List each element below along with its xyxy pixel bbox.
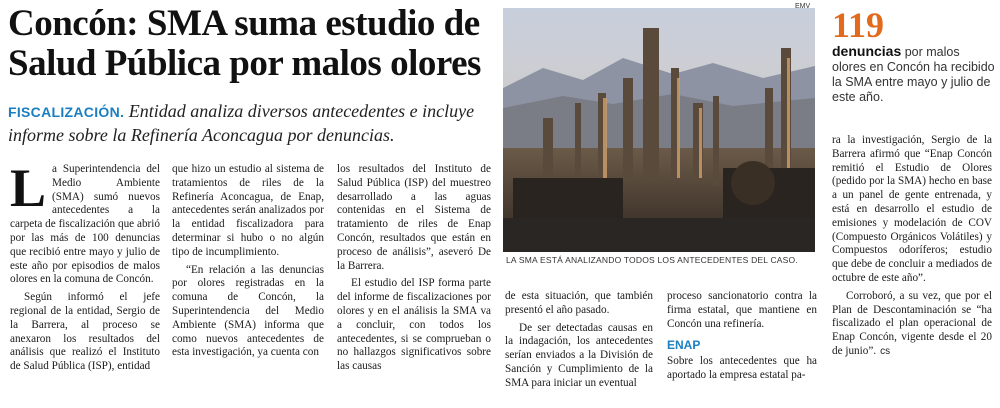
col4-paragraph-2: De ser detectadas causas en la indagación, los antecedentes serían enviados a la División de Sanción y Cumplimiento de la SMA para iniciar un eventual [505,321,653,389]
photo-credit: EMV [795,3,811,10]
col6-paragraph-2-text: Corroboró, a su vez, que por el Plan de Descontaminación se “ha fiscalizado el plan operacional de Enap Concón, vigente desde el 20 de junio”. [832,289,992,357]
stat-description [832,44,997,105]
refinery-illustration [503,8,815,252]
col2-paragraph-1: que hizo un estudio al sistema de tratamientos de riles de la Refinería Aconcagua, de Enap, antecedentes serán analizados por la entidad fiscalizadora para determinar si hubo o no algún tipo de incumplimiento. [172,163,324,258]
photo-caption: LA SMA ESTÁ ANALIZANDO TODOS LOS ANTECEDENTES DEL CASO. [506,255,798,265]
col2-paragraph-2: “En relación a las denuncias por olores registradas en la comuna de Concón, la Superintendencia del Medio Ambiente (SMA) informa que como nuevos antecedentes de esta investigación, ya cuenta con [172,263,324,359]
dek-block [8,100,498,147]
kicker: FISCALIZACIÓN. [8,104,125,120]
col6-paragraph-1: ra la investigación, Sergio de la Barrera afirmó que “Enap Concón remitió el Estudio de Olores (pedido por la SMA) hecho en base a un panel de gente entrenada, y está en desarrollo el estudio de emisiones y modelación de COV (Compuesto Orgánicos Volátiles) y Compuestos odoríferos; estudio que debe de concluir a mediados de octubre de este año”. [832,134,992,284]
col5-paragraph-2: Sobre los antecedentes que ha aportado la empresa estatal pa- [667,355,817,381]
stat-text: por malos olores en Concón ha recibido la SMA entre mayo y julio de este año. [832,45,995,104]
article-column-4 [505,290,653,391]
col3-paragraph-1: los resultados del Instituto de Salud Pública (ISP) del muestreo desarrollado a las aguas contenidas en el Sistema de tratamiento de riles de Enap Concón, resultados que están en proceso de análisis”, aseveró De la Barrera. [337,163,491,272]
article-column-2 [172,163,324,360]
stat-number: 119 [832,5,885,45]
article-column-1 [10,158,160,374]
stat-box [832,6,997,105]
col6-paragraph-2 [832,290,992,359]
headline: Concón: SMA suma estudio de Salud Pública por malos olores [8,3,481,84]
col3-paragraph-2: El estudio del ISP forma parte del informe de fiscalizaciones por olores y en el análisis la SMA va a concluir, con todos los antecedentes, si se comprueban o no hallazgos significativos sobre las causas [337,277,491,373]
col1-paragraph-1: a Superintendencia del Medio Ambiente (SMA) sumó nuevos antecedentes a la carpeta de fiscalización que abrió por las más de 100 denuncias que recibió entre mayo y julio de este año por episodios de malos olores en la comuna de Concón. [10,163,160,286]
article-column-3 [337,163,491,374]
refinery-photo [503,8,815,252]
col4-paragraph-1: de esta situación, que también presentó el año pasado. [505,290,653,316]
col1-paragraph-2: Según informó el jefe regional de la entidad, Sergio de la Barrera, al proceso se anexaron los resultados del análisis que realizó el Instituto de Salud Pública (ISP), entidad [10,291,160,373]
end-mark: cs [880,345,891,357]
dek: Entidad analiza diversos antecedentes e incluye informe sobre la Refinería Aconcagua por denuncias. [8,101,475,145]
article-column-5 [667,290,817,383]
col5-paragraph-1: proceso sancionatorio contra la firma estatal, que mantiene en Concón una refinería. [667,290,817,330]
article-column-6 [832,134,992,359]
section-heading-enap: ENAP [667,338,701,353]
stat-bold-label: denuncias [832,43,902,59]
drop-cap: L [10,158,47,218]
